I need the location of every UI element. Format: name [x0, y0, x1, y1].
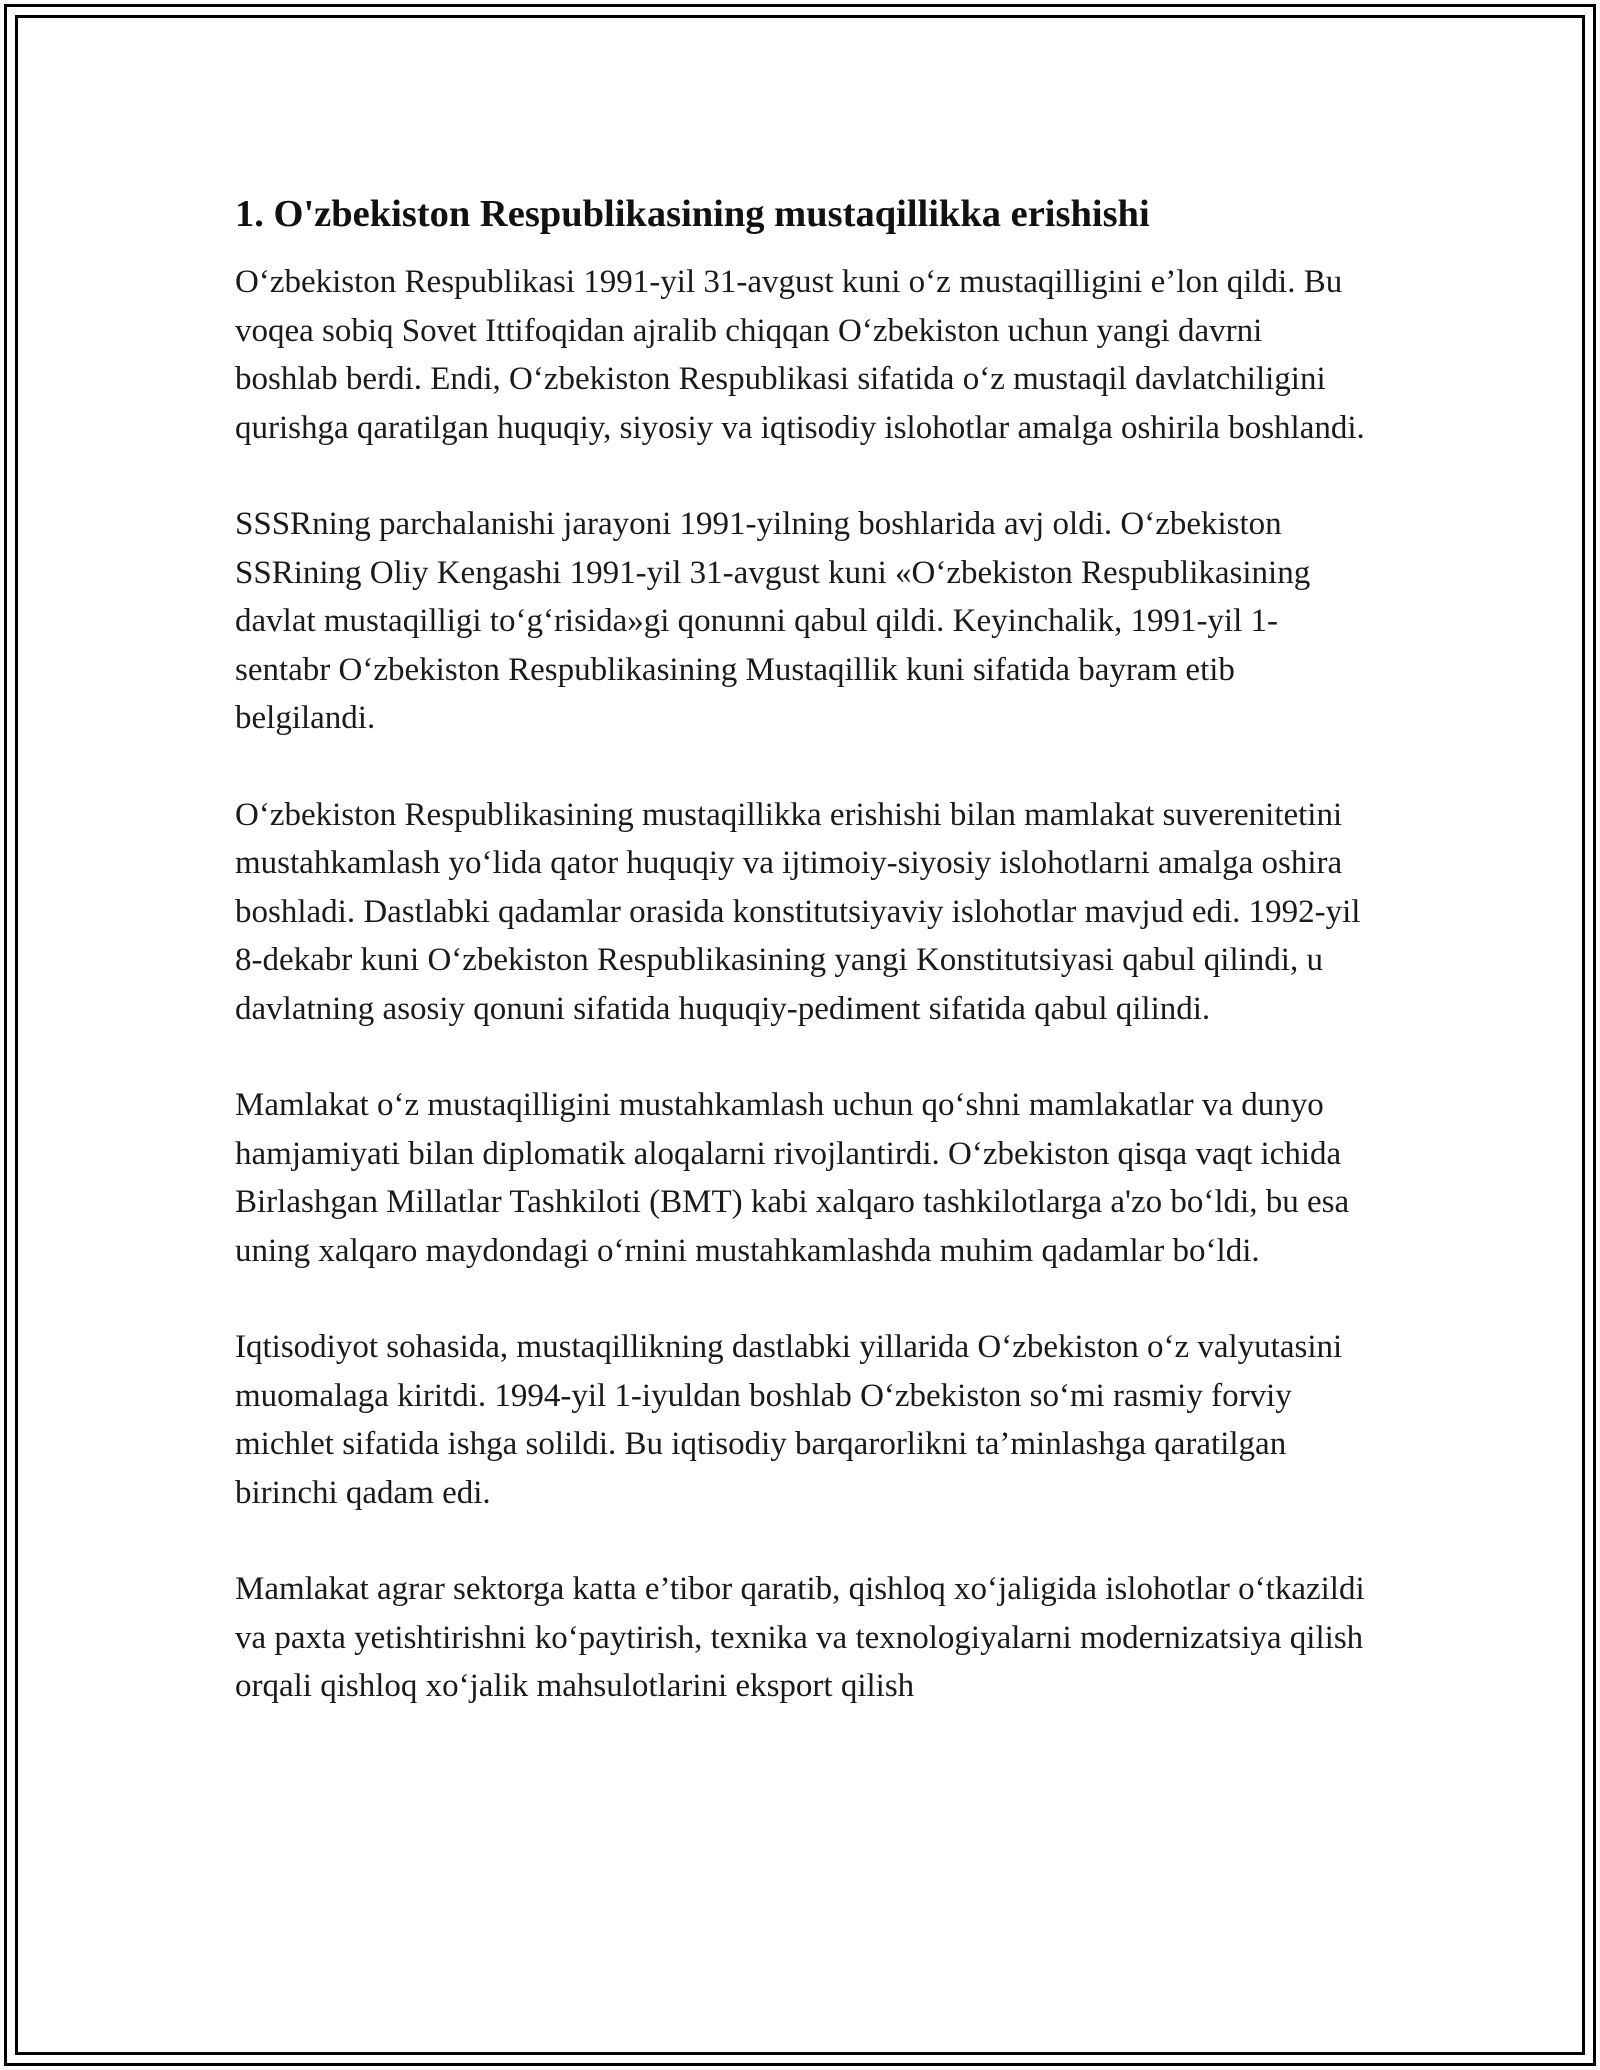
paragraph-economic-currency: Iqtisodiyot sohasida, mustaqillikning dastlabki yillarida O‘zbekiston o‘z valyutasini muomalaga kiritdi. 1994-yil 1-iyuldan boshlab O‘zbekiston so‘mi rasmiy forviy michlet sifatida ishga solildi. Bu iqtisodiy barqarorlikni ta’minlashga qaratilgan birinchi qadam edi.: [235, 1329, 1343, 1511]
paragraph-independence-declaration: O‘zbekiston Respublikasi 1991-yil 31-avgust kuni o‘z mustaqilligini e’lon qildi. Bu voqea sobiq Sovet Ittifoqidan ajralib chiqqan O‘zbekiston uchun yangi davrni boshlab berdi. Endi, O‘zbekiston Respublikasi sifatida o‘z mustaqil davlatchiligini qurishga qaratilgan huquqiy, siyosiy va iqtisodiy islohotlar amalga oshirila boshlandi.: [235, 264, 1365, 446]
paragraph-constitutional-reforms: O‘zbekiston Respublikasining mustaqillikka erishishi bilan mamlakat suverenitetini mustahkamlash yo‘lida qator huquqiy va ijtimoiy-siyosiy islohotlarni amalga oshira boshladi. Dastlabki qadamlar orasida konstitutsiyaviy islohotlar mavjud edi. 1992-yil 8-dekabr kuni O‘zbekiston Respublikasining yangi Konstitutsiyasi qabul qilindi, u davlatning asosiy qonuni sifatida huquqiy-pediment sifatida qabul qilindi.: [235, 796, 1361, 1027]
section-heading: 1. O'zbekiston Respublikasining mustaqillikka erishishi: [235, 193, 1150, 235]
paragraph-agrarian-sector: Mamlakat agrar sektorga katta e’tibor qaratib, qishloq xo‘jaligida islohotlar o‘tkazildi va paxta yetishtirishni ko‘paytirish, texnika va texnologiyalarni modernizatsiya qilish orqali qishloq xo‘jalik mahsulotlarini eksport qilish: [235, 1571, 1365, 1704]
paragraph-diplomatic-relations: Mamlakat o‘z mustaqilligini mustahkamlash uchun qo‘shni mamlakatlar va dunyo hamjamiyati bilan diplomatik aloqalarni rivojlantirdi. O‘zbekiston qisqa vaqt ichida Birlashgan Millatlar Tashkiloti (BMT) kabi xalqaro tashkilotlarga a'zo bo‘ldi, bu esa uning xalqaro maydondagi o‘rnini mustahkamlashda muhim qadamlar bo‘ldi.: [235, 1087, 1350, 1269]
document-body: [235, 190, 1365, 1759]
paragraph-ussr-dissolution: SSSRning parchalanishi jarayoni 1991-yilning boshlarida avj oldi. O‘zbekiston SSRining Oliy Kengashi 1991-yil 31-avgust kuni «O‘zbekiston Respublikasining davlat mustaqilligi to‘g‘risida»gi qonunni qabul qildi. Keyinchalik, 1991-yil 1-sentabr O‘zbekiston Respublikasining Mustaqillik kuni sifatida bayram etib belgilandi.: [235, 506, 1311, 736]
